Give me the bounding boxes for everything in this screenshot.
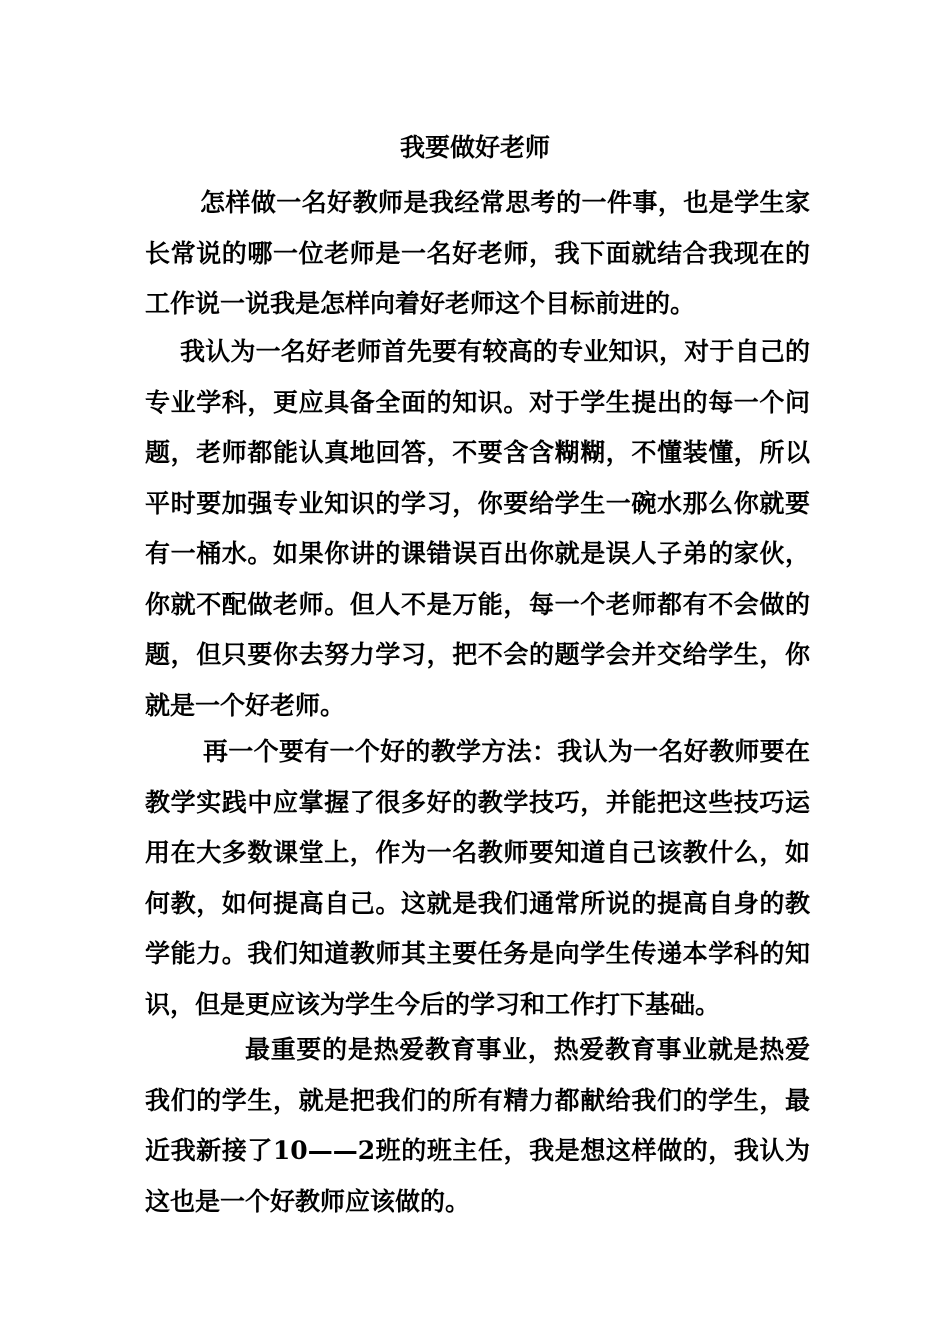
paragraph-3: 再一个要有一个好的教学方法：我认为一名好教师要在教学实践中应掌握了很多好的教学技巧，并能把这些技巧运用在大多数课堂上，作为一名教师要知道自己该教什么，如何教，如何提高自己。这就是我们通常所说的提高自身的教学能力。我们知道教师其主要任务是向学生传递本学科的知识，但是更应该为学生今后的学习和工作打下基础。 <box>145 737 810 1019</box>
paragraph-1: 怎样做一名好教师是我经常思考的一件事，也是学生家长常说的哪一位老师是一名好老师，我下面就结合我现在的工作说一说我是怎样向着好老师这个目标前进的。 <box>145 188 810 318</box>
paragraph-4: 最重要的是热爱教育事业，热爱教育事业就是热爱我们的学生，就是把我们的所有精力都献给我们的学生，最近我新接了10——2班的班主任，我是想这样做的，我认为这也是一个好教师应该做的。 <box>145 1035 810 1216</box>
document-title: 我要做好老师 <box>399 133 550 162</box>
paragraph-2: 我认为一名好老师首先要有较高的专业知识，对于自己的专业学科，更应具备全面的知识。对于学生提出的每一个问题，老师都能认真地回答，不要含含糊糊，不懂装懂，所以平时要加强专业知识的学习，你要给学生一碗水那么你就要有一桶水。如果你讲的课错误百出你就是误人子弟的家伙，你就不配做老师。但人不是万能，每一个老师都有不会做的题，但只要你去努力学习，把不会的题学会并交给学生，你就是一个好老师。 <box>145 337 810 720</box>
